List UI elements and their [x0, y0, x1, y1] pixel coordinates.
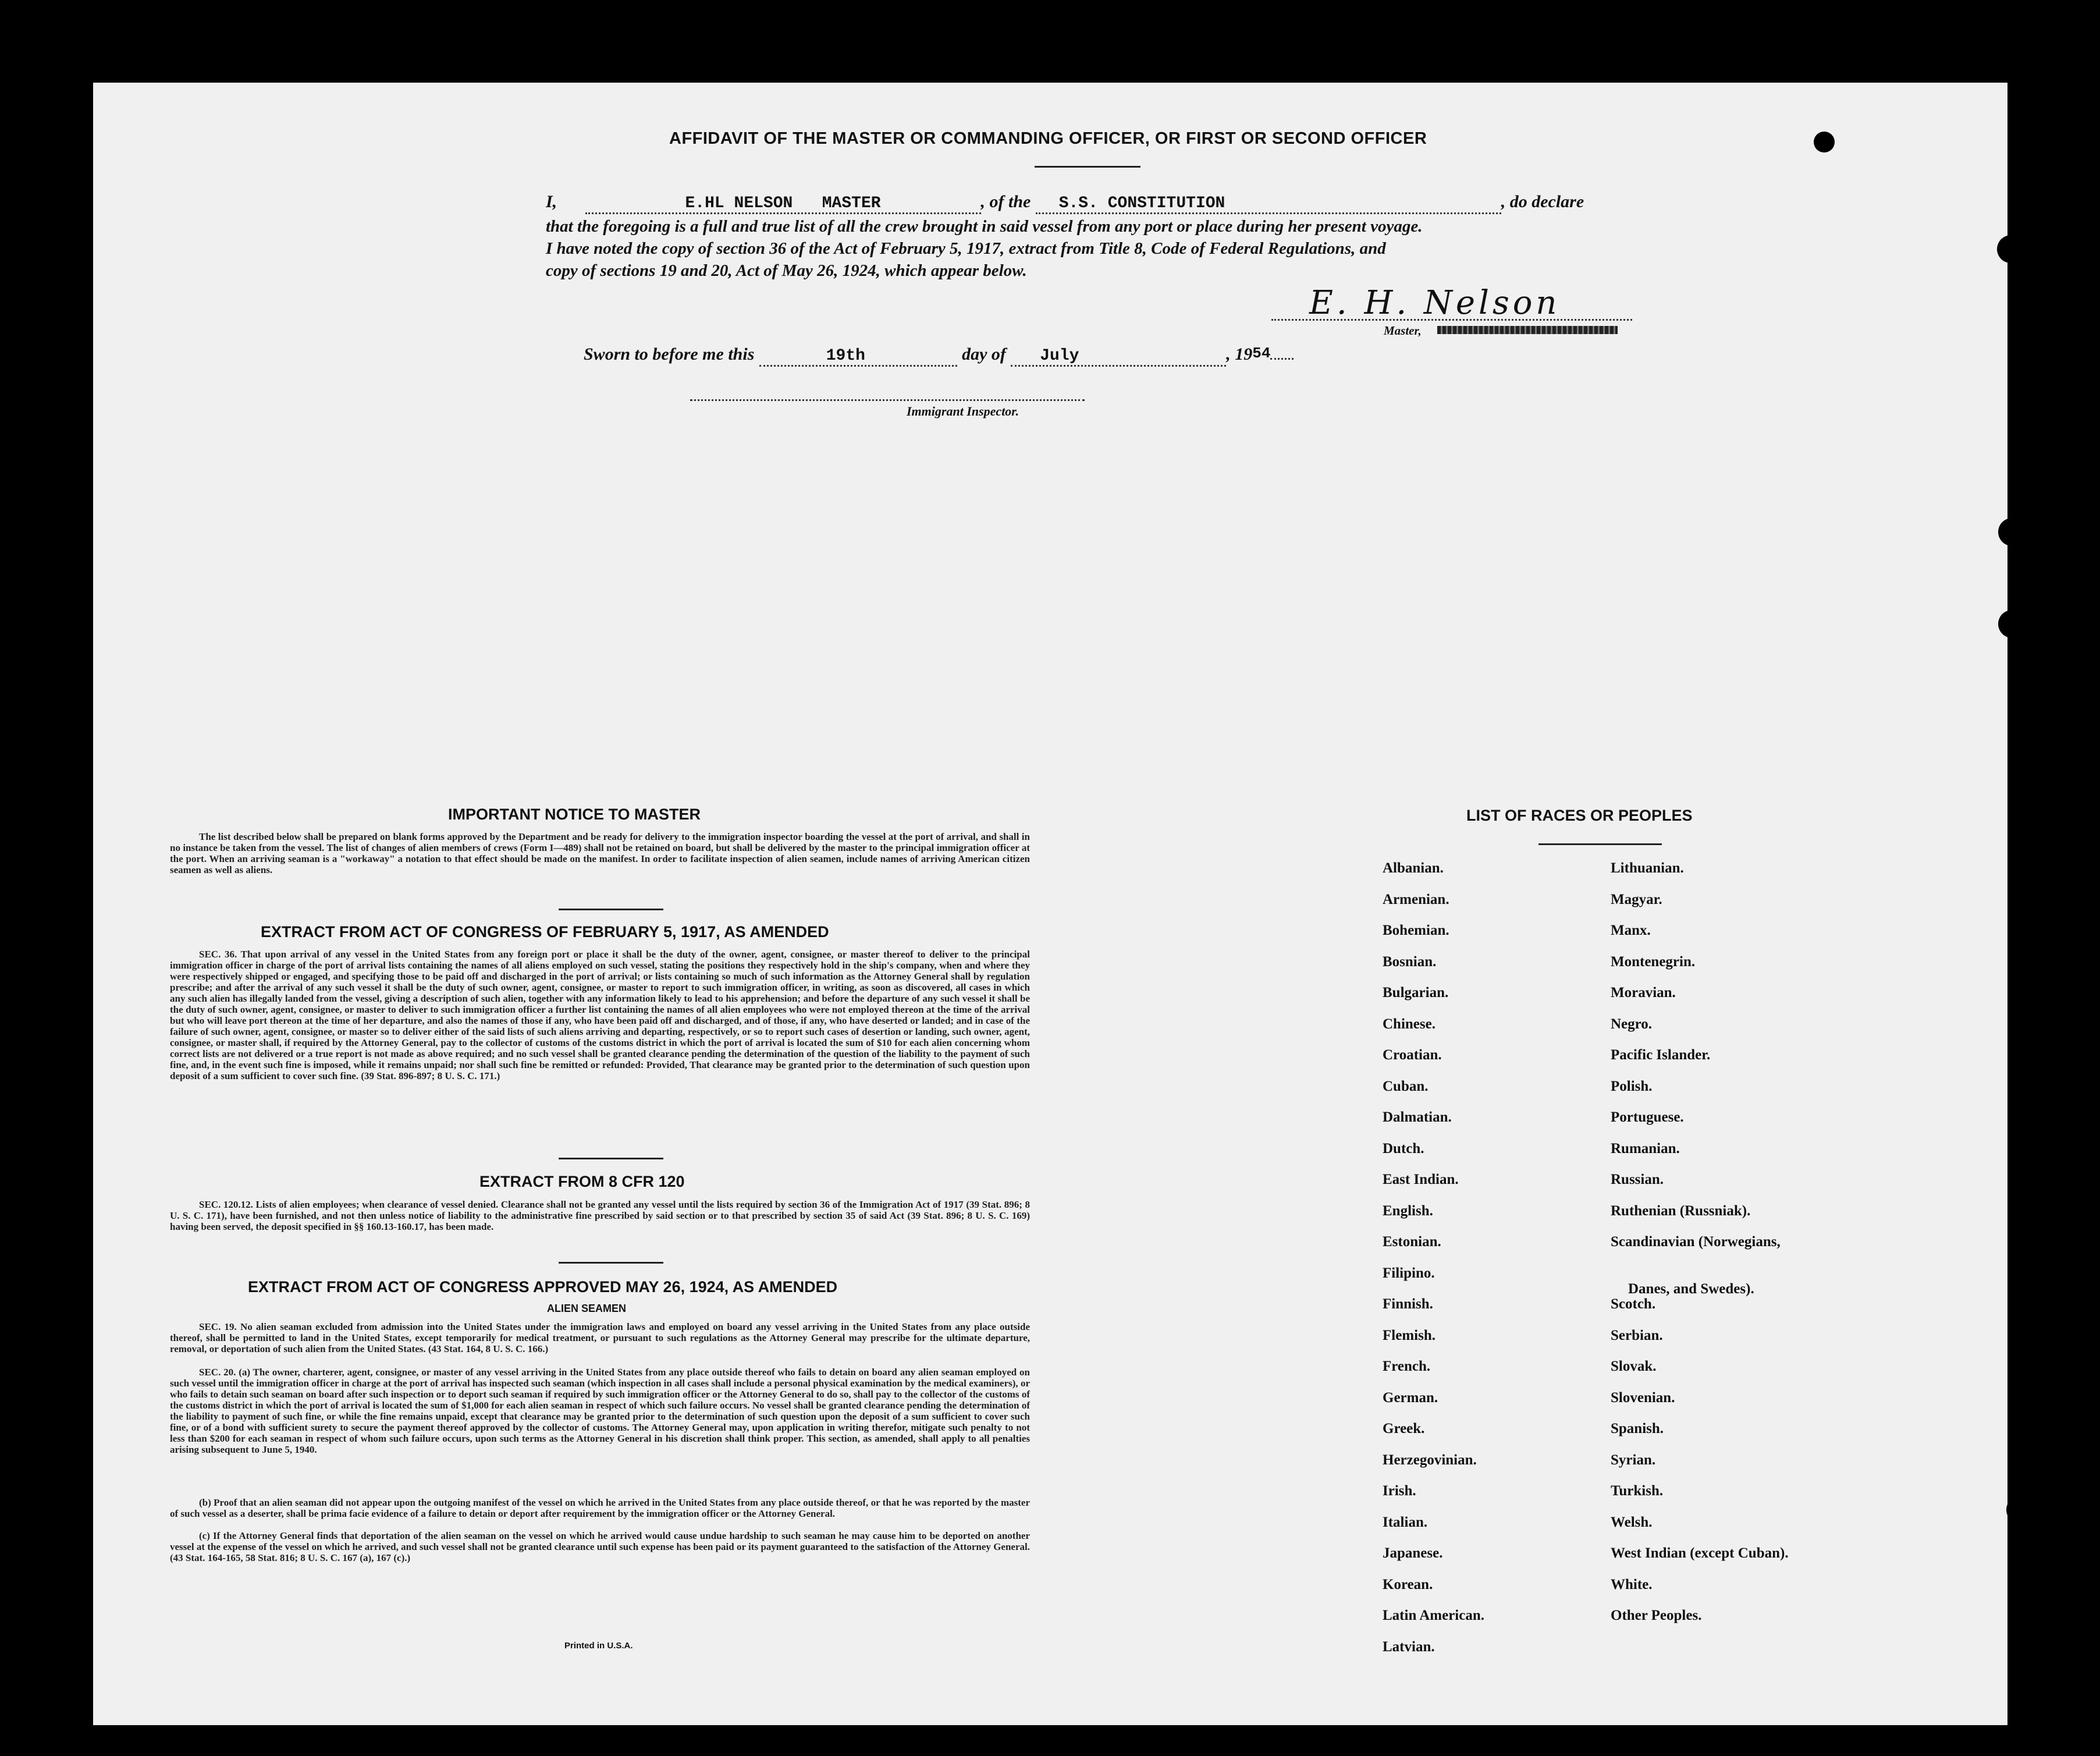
punch-hole [2007, 1587, 2035, 1615]
extract-1917-title: EXTRACT FROM ACT OF CONGRESS OF FEBRUARY 5, 1917, AS AMENDED [261, 923, 829, 941]
signature-caption: Master, [1384, 324, 1422, 338]
races-rule [1538, 843, 1662, 845]
race-item: Montenegrin. [1611, 953, 1696, 970]
extract-1924-title: EXTRACT FROM ACT OF CONGRESS APPROVED MAY 26, 1924, AS AMENDED [248, 1278, 838, 1296]
race-item: Greek. [1383, 1421, 1425, 1436]
extract-1917-body: SEC. 36. That upon arrival of any vessel in the United States from any foreign port or place it shall be the duty of the owner, agent, consignee, or master thereof to deliver to the principal immigration officer in charge of the port of arrival lists containing the names of all aliens employed on such vessel, stating the positions they respectively hold in the ship's company, when and where they were respectively shipped or engaged, and specifying those to be paid off and discharged in the port of arrival; or lists containing so much of such information as the Attorney General shall by regulation prescribe; and after the arrival of any such vessel it shall be the duty of such owner, agent, consignee, or master to report to such immigration officer, in writing, as soon as discovered, all cases in which any such alien has illegally landed from the vessel, giving a description of such alien, together with any information likely to lead to his apprehension; and before the departure of any such vessel it shall be the duty of such owner, agent, consignee, or master to deliver to such immigration officer a further list containing the names of all alien employees who were not employed thereon at the time of the arrival but who will leave port thereon at the time of her departure, and also the names of those if any, who have been paid off and discharged, and of those, if any, who have deserted or landed; and in case of the failure of such owner, agent, consignee, or master so to deliver either of the said lists of such aliens arriving and departing, respectively, or so to report such cases of desertion or landing, such owner, agent, consignee, or master shall, if required by the Attorney General, pay to the collector of customs of the customs district in which the port of arrival is located the sum of $10 for each alien concerning whom correct lists are not delivered or a true report is not made as above required; and no such vessel shall be granted clearance pending the determination of the question of the liability to the payment of such fine, and, in the event such fine is imposed, while it remains unpaid; nor shall such fine be remitted or refunded: Provided, That clearance may be granted prior to the determination of such question upon deposit of a sum sufficient to cover such fine. (39 Stat. 896-897; 8 U. S. C. 171.) [170, 949, 1030, 1081]
race-item: Polish. [1611, 1078, 1653, 1094]
alien-seamen-subtitle: ALIEN SEAMEN [547, 1303, 627, 1314]
race-item: Syrian. [1611, 1452, 1656, 1468]
sworn-line [584, 345, 1294, 367]
race-item: Rumanian. [1611, 1140, 1680, 1157]
signature-line [1271, 319, 1632, 321]
race-item: Chinese. [1383, 1016, 1435, 1032]
punch-hole [2006, 1496, 2034, 1524]
document-sheet [93, 83, 2007, 1725]
sworn-month: July [1011, 347, 1226, 367]
printed-in-usa: Printed in U.S.A. [564, 1641, 633, 1651]
race-item: Scotch. [1611, 1296, 1656, 1312]
race-item: Negro. [1611, 1016, 1653, 1032]
sworn-day: 19th [759, 347, 957, 367]
race-item: Manx. [1611, 923, 1651, 938]
vessel-name: S.S. CONSTITUTION [1036, 194, 1501, 214]
punch-hole [1814, 132, 1835, 152]
extract-1924-sec20b: (b) Proof that an alien seaman did not appear upon the outgoing manifest of the vessel on which he arrived in the United States from any place outside thereof, or that he was reported by the master of such vessel as a deserter, shall be prima facie evidence of a failure to detain or deport after requirement by the immigration officer or the Attorney General. [170, 1497, 1030, 1519]
race-item: Serbian. [1611, 1327, 1663, 1343]
race-item: West Indian (except Cuban). [1611, 1545, 1789, 1561]
affidavit-line-2: that the foregoing is a full and true list of all the crew brought in said vessel from any port or place during her present voyage. [546, 217, 1423, 236]
race-item: Magyar. [1611, 891, 1662, 907]
race-item: Herzegovinian. [1383, 1452, 1477, 1468]
race-item: Finnish. [1383, 1296, 1433, 1312]
race-item: Ruthenian (Russniak). [1611, 1202, 1751, 1219]
race-item: Pacific Islander. [1611, 1047, 1711, 1063]
officer-name: E.HL NELSON MASTER [585, 194, 981, 214]
sworn-label: Sworn to before me this [584, 345, 755, 364]
year-prefix: , 19 [1226, 345, 1253, 364]
race-item: Bulgarian. [1383, 985, 1449, 1001]
race-item: Flemish. [1383, 1327, 1435, 1343]
title-rule [1035, 166, 1140, 168]
affidavit-line-3: I have noted the copy of section 36 of the Act of February 5, 1917, extract from Title 8, Code of Federal Regulations, and [546, 239, 1386, 258]
notice-title: IMPORTANT NOTICE TO MASTER [448, 806, 701, 823]
race-item: German. [1383, 1389, 1438, 1406]
race-item: Portuguese. [1611, 1109, 1684, 1125]
race-item: East Indian. [1383, 1172, 1459, 1187]
notice-rule [559, 909, 663, 910]
year-dots [1270, 358, 1294, 360]
extract-1917-rule [559, 1158, 663, 1159]
race-item: Danes, and Swedes). [1628, 1280, 1754, 1297]
punch-hole [2007, 1214, 2035, 1242]
race-item: Slovenian. [1611, 1389, 1675, 1406]
punch-hole [1998, 610, 2026, 638]
race-item: Bosnian. [1383, 953, 1437, 970]
races-title: LIST OF RACES OR PEOPLES [1466, 807, 1693, 824]
race-item: French. [1383, 1358, 1431, 1374]
race-item: Scandinavian (Norwegians, [1611, 1234, 1781, 1250]
race-item: Dutch. [1383, 1140, 1424, 1157]
race-item: Lithuanian. [1611, 860, 1684, 876]
affidavit-line-1 [546, 192, 1634, 214]
race-item: Filipino. [1383, 1265, 1435, 1281]
race-item: Armenian. [1383, 891, 1449, 907]
race-item: Slovak. [1611, 1358, 1657, 1374]
race-item: Cuban. [1383, 1078, 1429, 1094]
punch-hole [1997, 235, 2025, 263]
inspector-line [690, 399, 1085, 401]
race-item: Japanese. [1383, 1545, 1443, 1561]
punch-hole [1998, 518, 2026, 546]
race-item: Italian. [1383, 1514, 1428, 1530]
race-item: Bohemian. [1383, 923, 1449, 938]
race-item: Latvian. [1383, 1638, 1435, 1655]
affidavit-title: AFFIDAVIT OF THE MASTER OR COMMANDING OFFICER, OR FIRST OR SECOND OFFICER [669, 129, 1427, 148]
race-item: Albanian. [1383, 860, 1444, 876]
notice-body: The list described below shall be prepared on blank forms approved by the Department and be ready for delivery to the immigration inspector boarding the vessel at the port of arrival, and shall in no instance be taken from the vessel. The list of changes of alien members of crews (Form I—489) shall not be retained on board, but shall be delivered by the master to the principal immigration officer at the port. When an arriving seaman is a "workaway" a notation to that effect should be made on the manifest. In order to facilitate inspection of alien seamen, include names of arriving American citizen seamen as well as aliens. [170, 831, 1030, 875]
race-item: Russian. [1611, 1172, 1664, 1187]
extract-cfr-title: EXTRACT FROM 8 CFR 120 [479, 1173, 685, 1190]
race-item: Spanish. [1611, 1421, 1664, 1436]
extract-1924-sec20a: SEC. 20. (a) The owner, charterer, agent, consignee, or master of any vessel arriving in the United States from any place outside thereof who fails to detain on board any alien seaman employed on such vessel until the immigration officer in charge at the port of arrival has inspected such seaman (which inspection in all cases shall include a personal physical examination by the medical examiners), or who fails to detain such seaman on board after such inspection or to deport such seaman if required by such immigration officer or the Attorney General to do so, shall pay to the collector of the customs of the customs district in which the port of arrival is located the sum of $1,000 for each alien seaman in respect of which such failure occurs. No vessel shall be granted clearance pending the determination of the liability to payment of such fine, or while the fine remains unpaid, except that clearance may be granted prior to the determination of such question upon the deposit of a sum sufficient to cover such fine, or of a bond with sufficient surety to secure the payment thereof approved by the collector of customs. The Attorney General may, upon application in writing therefor, mitigate such penalty to not less than $200 for each seaman in respect of whom such failure occurs, upon such terms as the Attorney General in his discretion shall think proper. This section, as amended, shall apply to all penalties arising subsequent to June 5, 1940. [170, 1367, 1030, 1455]
race-item: Welsh. [1611, 1514, 1653, 1530]
year-suffix: 54 [1252, 345, 1271, 362]
race-item: White. [1611, 1576, 1653, 1592]
extract-1924-sec20c: (c) If the Attorney General finds that deportation of the alien seaman on the vessel on which he arrived would cause undue hardship to such seaman he may cause him to be deported on another vessel at the expense of the vessel on which he arrived, and such vessel shall not be granted clearance until such expense has been paid or its payment guaranteed to the satisfaction of the Attorney General. (43 Stat. 164-165, 58 Stat. 816; 8 U. S. C. 167 (a), 167 (c).) [170, 1530, 1030, 1563]
affidavit-line-4: copy of sections 19 and 20, Act of May 26, 1924, which appear below. [546, 261, 1027, 280]
race-item: Croatian. [1383, 1047, 1442, 1063]
strikeout-text [1437, 326, 1618, 334]
extract-cfr-body: SEC. 120.12. Lists of alien employees; when clearance of vessel denied. Clearance shall not be granted any vessel until the lists required by section 36 of the Immigration Act of 1917 (39 Stat. 896; 8 U. S. C. 171), have been furnished, and not then unless notice of liability to the administrative fine prescribed by said section or to that prescribed by section 35 of said Act (39 Stat. 896; 8 U. S. C. 169) having been served, the deposit specified in §§ 160.13-160.17, has been made. [170, 1199, 1030, 1232]
i-label: I, [546, 192, 557, 211]
race-item: English. [1383, 1202, 1433, 1219]
extract-1924-sec19: SEC. 19. No alien seaman excluded from admission into the United States under the immigration laws and employed on board any vessel arriving in the United States from any place outside thereof, shall be permitted to land in the United States, except temporarily for medical treatment, or pursuant to such regulations as the Attorney General may prescribe for the ultimate departure, removal, or deportation of such alien from the United States. (43 Stat. 164, 8 U. S. C. 166.) [170, 1321, 1030, 1354]
punch-hole [2007, 1122, 2035, 1150]
day-of-label: day of [962, 345, 1006, 364]
race-item: Estonian. [1383, 1234, 1441, 1250]
race-item: Korean. [1383, 1576, 1433, 1592]
race-item: Latin American. [1383, 1608, 1484, 1623]
of-the-label: , of the [980, 192, 1031, 211]
race-item: Dalmatian. [1383, 1109, 1452, 1125]
race-item: Irish. [1383, 1483, 1416, 1499]
race-item: Turkish. [1611, 1483, 1664, 1499]
signature: E. H. Nelson [1309, 284, 1561, 322]
race-item: Moravian. [1611, 985, 1676, 1001]
inspector-caption: Immigrant Inspector. [907, 404, 1019, 418]
race-item: Other Peoples. [1611, 1608, 1702, 1623]
extract-cfr-rule [559, 1262, 663, 1264]
do-declare-label: , do declare [1501, 192, 1584, 211]
